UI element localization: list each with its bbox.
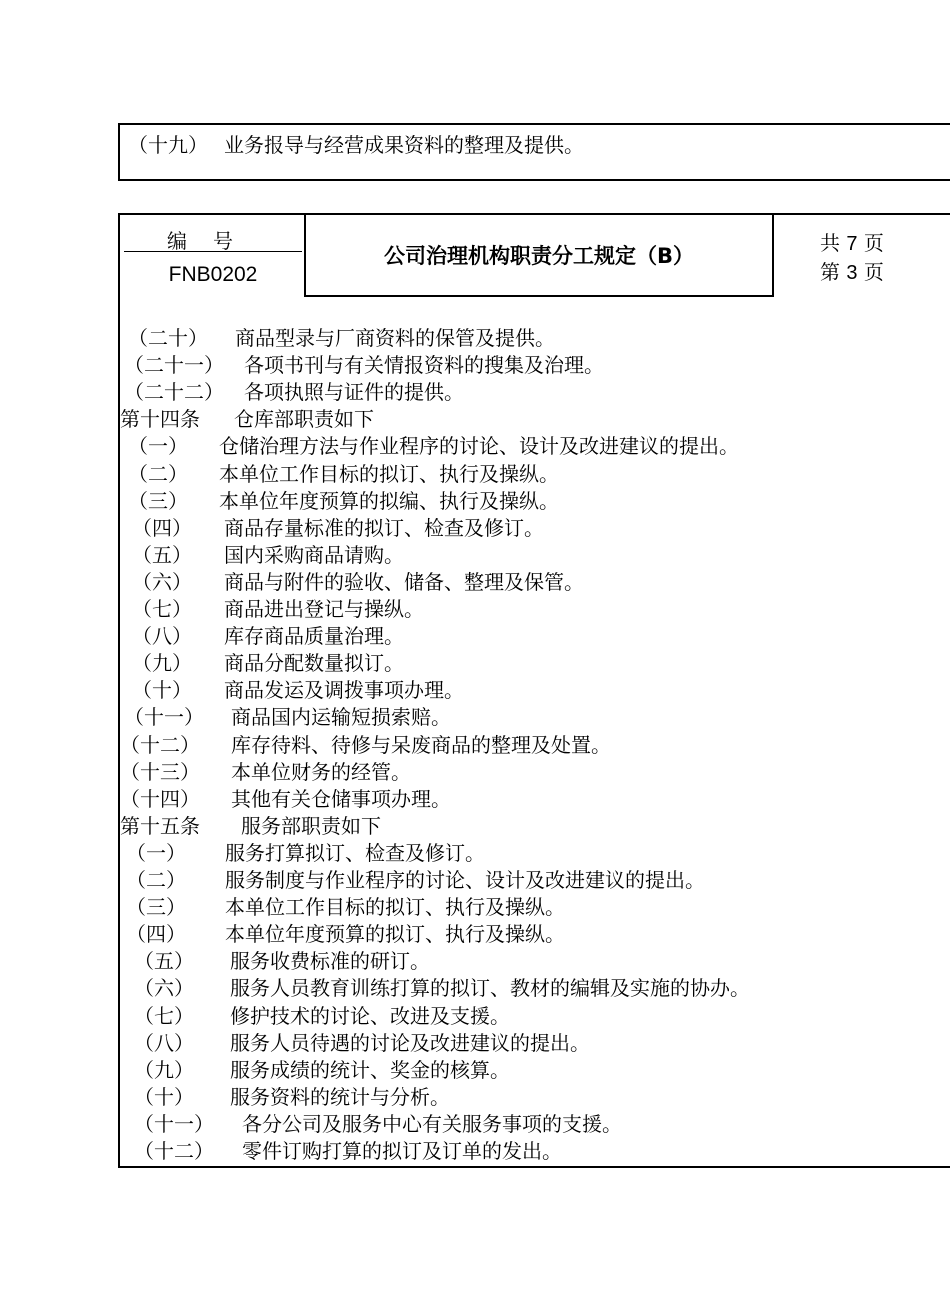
- item-number: （五）: [132, 542, 192, 567]
- item-text: 本单位工作目标的拟订、执行及操纵。: [219, 461, 559, 486]
- item-number: （六）: [132, 569, 192, 594]
- item-number: （二）: [128, 461, 188, 486]
- item-number: （三）: [126, 895, 186, 920]
- item-text: 各项书刊与有关情报资料的搜集及治理。: [244, 353, 604, 378]
- current-page: 第 3 页: [820, 260, 884, 284]
- item-text: 服务人员教育训练打算的拟订、教材的编辑及实施的协办。: [230, 976, 750, 1001]
- item-number: （二）: [126, 868, 186, 892]
- item-text: 商品与附件的验收、储备、整理及保管。: [224, 569, 584, 594]
- item-text: 服务部职责如下: [241, 813, 381, 838]
- item-text: 服务资料的统计与分析。: [230, 1084, 450, 1109]
- item-text: 本单位财务的经管。: [231, 759, 411, 784]
- item-number: 第十五条: [120, 813, 200, 838]
- item-text: 服务人员待遇的讨论及改进建议的提出。: [230, 1030, 590, 1055]
- item-number: （九）: [132, 651, 192, 676]
- item-text: 商品国内运输短损索赔。: [231, 705, 451, 730]
- title-box: [304, 215, 774, 297]
- item-number: （一）: [128, 434, 188, 459]
- item-number: （四）: [132, 515, 192, 540]
- item-number: （四）: [126, 922, 186, 947]
- item-text: 商品进出登记与操纵。: [224, 597, 424, 621]
- item-text: 库存待料、待修与呆废商品的整理及处置。: [231, 732, 611, 757]
- code-label: 编号: [167, 229, 259, 253]
- item-text: 各项执照与证件的提供。: [244, 380, 464, 405]
- item-number: （十三）: [120, 759, 200, 784]
- item-text: 服务成绩的统计、奖金的核算。: [230, 1057, 510, 1082]
- page-count: [820, 229, 884, 287]
- top-line: [128, 129, 584, 158]
- item-number: （七）: [132, 597, 192, 621]
- item-number: （十二）: [134, 1139, 214, 1163]
- item-text: 本单位年度预算的拟编、执行及操纵。: [219, 488, 559, 513]
- item-text: 各分公司及服务中心有关服务事项的支援。: [242, 1111, 622, 1136]
- item-number: （六）: [134, 976, 194, 1001]
- item-number: 第十四条: [120, 407, 200, 432]
- item-text: 服务打算拟订、检查及修订。: [225, 840, 485, 865]
- item-text: 商品分配数量拟订。: [224, 651, 404, 676]
- item-number: （九）: [134, 1057, 194, 1082]
- item-text: 仓储治理方法与作业程序的讨论、设计及改进建议的提出。: [219, 434, 739, 459]
- item-number: （十一）: [124, 705, 204, 730]
- item-number: （一）: [126, 840, 186, 865]
- item-number: （三）: [128, 488, 188, 513]
- item-text: 零件订购打算的拟订及订单的发出。: [242, 1139, 562, 1163]
- item-number: （十一）: [134, 1111, 214, 1136]
- item-text: 商品发运及调拨事项办理。: [224, 678, 464, 703]
- previous-section-box: [118, 123, 950, 181]
- item-text: 服务收费标准的研订。: [230, 949, 430, 974]
- item-text: 库存商品质量治理。: [224, 624, 404, 649]
- item-text: 国内采购商品请购。: [224, 542, 404, 567]
- item-text: 本单位工作目标的拟订、执行及操纵。: [225, 895, 565, 920]
- code-divider: [124, 251, 302, 252]
- item-number: （十九）: [128, 133, 208, 157]
- item-text: 商品存量标准的拟订、检查及修订。: [224, 515, 544, 540]
- item-number: （五）: [134, 949, 194, 974]
- document-code: FNB0202: [168, 263, 258, 286]
- item-number: （八）: [134, 1030, 194, 1055]
- item-number: （十）: [132, 678, 192, 703]
- document-page-box: [118, 213, 950, 1168]
- item-number: （十四）: [120, 786, 200, 811]
- item-text: 仓库部职责如下: [234, 407, 374, 432]
- item-number: （二十一）: [124, 353, 224, 378]
- total-pages: 共 7 页: [820, 231, 884, 255]
- item-text: 服务制度与作业程序的讨论、设计及改进建议的提出。: [225, 868, 705, 892]
- item-number: （八）: [132, 624, 192, 649]
- item-text: 修护技术的讨论、改进及支援。: [230, 1003, 510, 1028]
- document-title: 公司治理机构职责分工规定（B）: [383, 244, 694, 268]
- item-number: （十二）: [120, 732, 200, 757]
- item-number: （二十）: [128, 326, 208, 350]
- item-text: 商品型录与厂商资料的保管及提供。: [235, 326, 555, 350]
- item-number: （七）: [134, 1003, 194, 1028]
- item-text: 其他有关仓储事项办理。: [231, 786, 451, 811]
- item-text: 业务报导与经营成果资料的整理及提供。: [224, 133, 584, 157]
- item-number: （十）: [134, 1084, 194, 1109]
- item-text: 本单位年度预算的拟订、执行及操纵。: [225, 922, 565, 947]
- item-number: （二十二）: [124, 380, 224, 405]
